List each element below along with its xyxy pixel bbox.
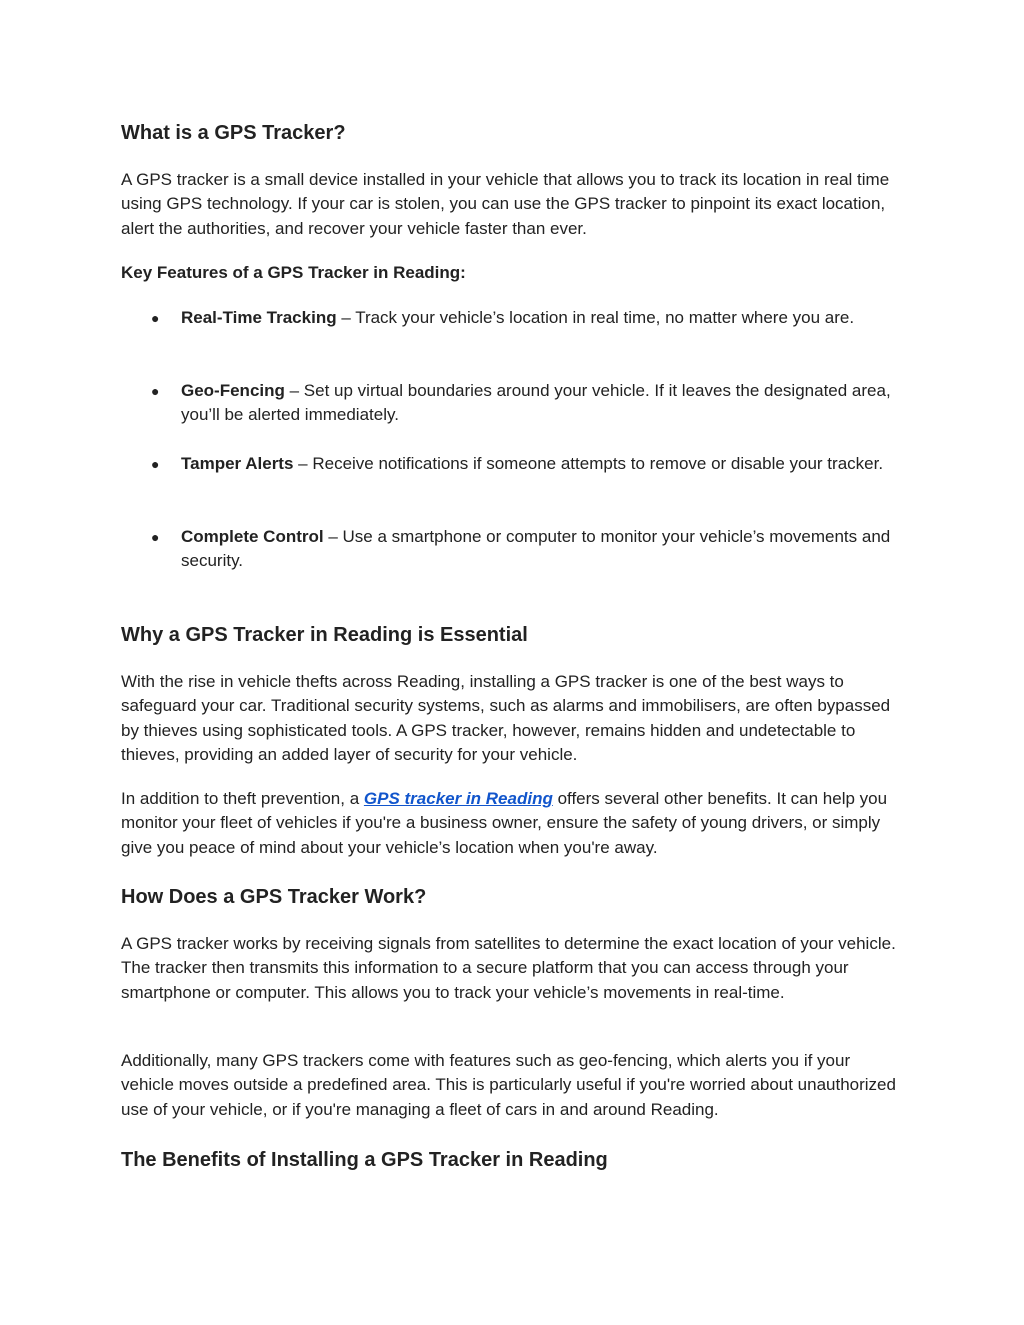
feature-title: Tamper Alerts [181,454,294,473]
paragraph-why-1: With the rise in vehicle thefts across Reading, installing a GPS tracker is one of the best ways to safeguard your car. Traditional security systems, such as alarms and immobilisers, are often bypassed by thieves using sophisticated tools. A GPS tracker, however, remains hidden and undetectable to thieves, providing an added layer of security for your vehicle. [121,672,891,765]
paragraph-why-2 [121,787,906,860]
feature-title: Geo-Fencing [181,381,285,400]
paragraph-why-2-end: offers several other benefits. It can help you monitor your fleet of vehicles if you're a business owner, ensure the safety of young drivers, or simply give you peace of mind about your vehicle’s location when you're away. [121,789,888,857]
gps-tracker-reading-link[interactable]: GPS tracker in Reading [363,789,553,808]
bullet-icon: ● [151,310,160,326]
feature-text [181,306,906,330]
feature-description: – Track your vehicle’s location in real time, no matter where you are. [336,308,855,327]
heading-how-it-works: How Does a GPS Tracker Work? [121,886,427,908]
feature-title: Real-Time Tracking [181,308,337,327]
paragraph-why-2-start: In addition to theft prevention, a [121,789,364,808]
feature-description: – Use a smartphone or computer to monitor your vehicle’s movements and security. [181,527,891,571]
paragraph-how-1: A GPS tracker works by receiving signals from satellites to determine the exact location of your vehicle. The tracker then transmits this information to a secure platform that you can access through your smartphone or computer. This allows you to track your vehicle’s movements in real-time. [121,934,896,1002]
feature-text [181,452,906,476]
feature-title: Complete Control [181,527,324,546]
paragraph-what-is: A GPS tracker is a small device installed in your vehicle that allows you to track its location in real time using GPS technology. If your car is stolen, you can use the GPS tracker to pinpoint its exact location, alert the authorities, and recover your vehicle faster than ever. [121,170,890,238]
bullet-icon: ● [151,383,160,399]
heading-why-essential: Why a GPS Tracker in Reading is Essential [121,624,528,646]
heading-benefits: The Benefits of Installing a GPS Tracker in Reading [121,1149,608,1171]
bullet-icon: ● [151,456,160,472]
feature-description: – Set up virtual boundaries around your vehicle. If it leaves the designated area, you’ll be alerted immediately. [181,381,891,425]
bullet-icon: ● [151,529,160,545]
feature-description: – Receive notifications if someone attempts to remove or disable your tracker. [293,454,884,473]
heading-what-is-gps-tracker: What is a GPS Tracker? [121,122,346,144]
feature-text [181,379,906,428]
feature-text [181,525,906,574]
subheading-key-features: Key Features of a GPS Tracker in Reading: [121,263,466,282]
paragraph-how-2: Additionally, many GPS trackers come with features such as geo-fencing, which alerts you if your vehicle moves outside a predefined area. This is particularly useful if you're worried about unauthorized use of your vehicle, or if you're managing a fleet of cars in and around Reading. [121,1051,896,1119]
